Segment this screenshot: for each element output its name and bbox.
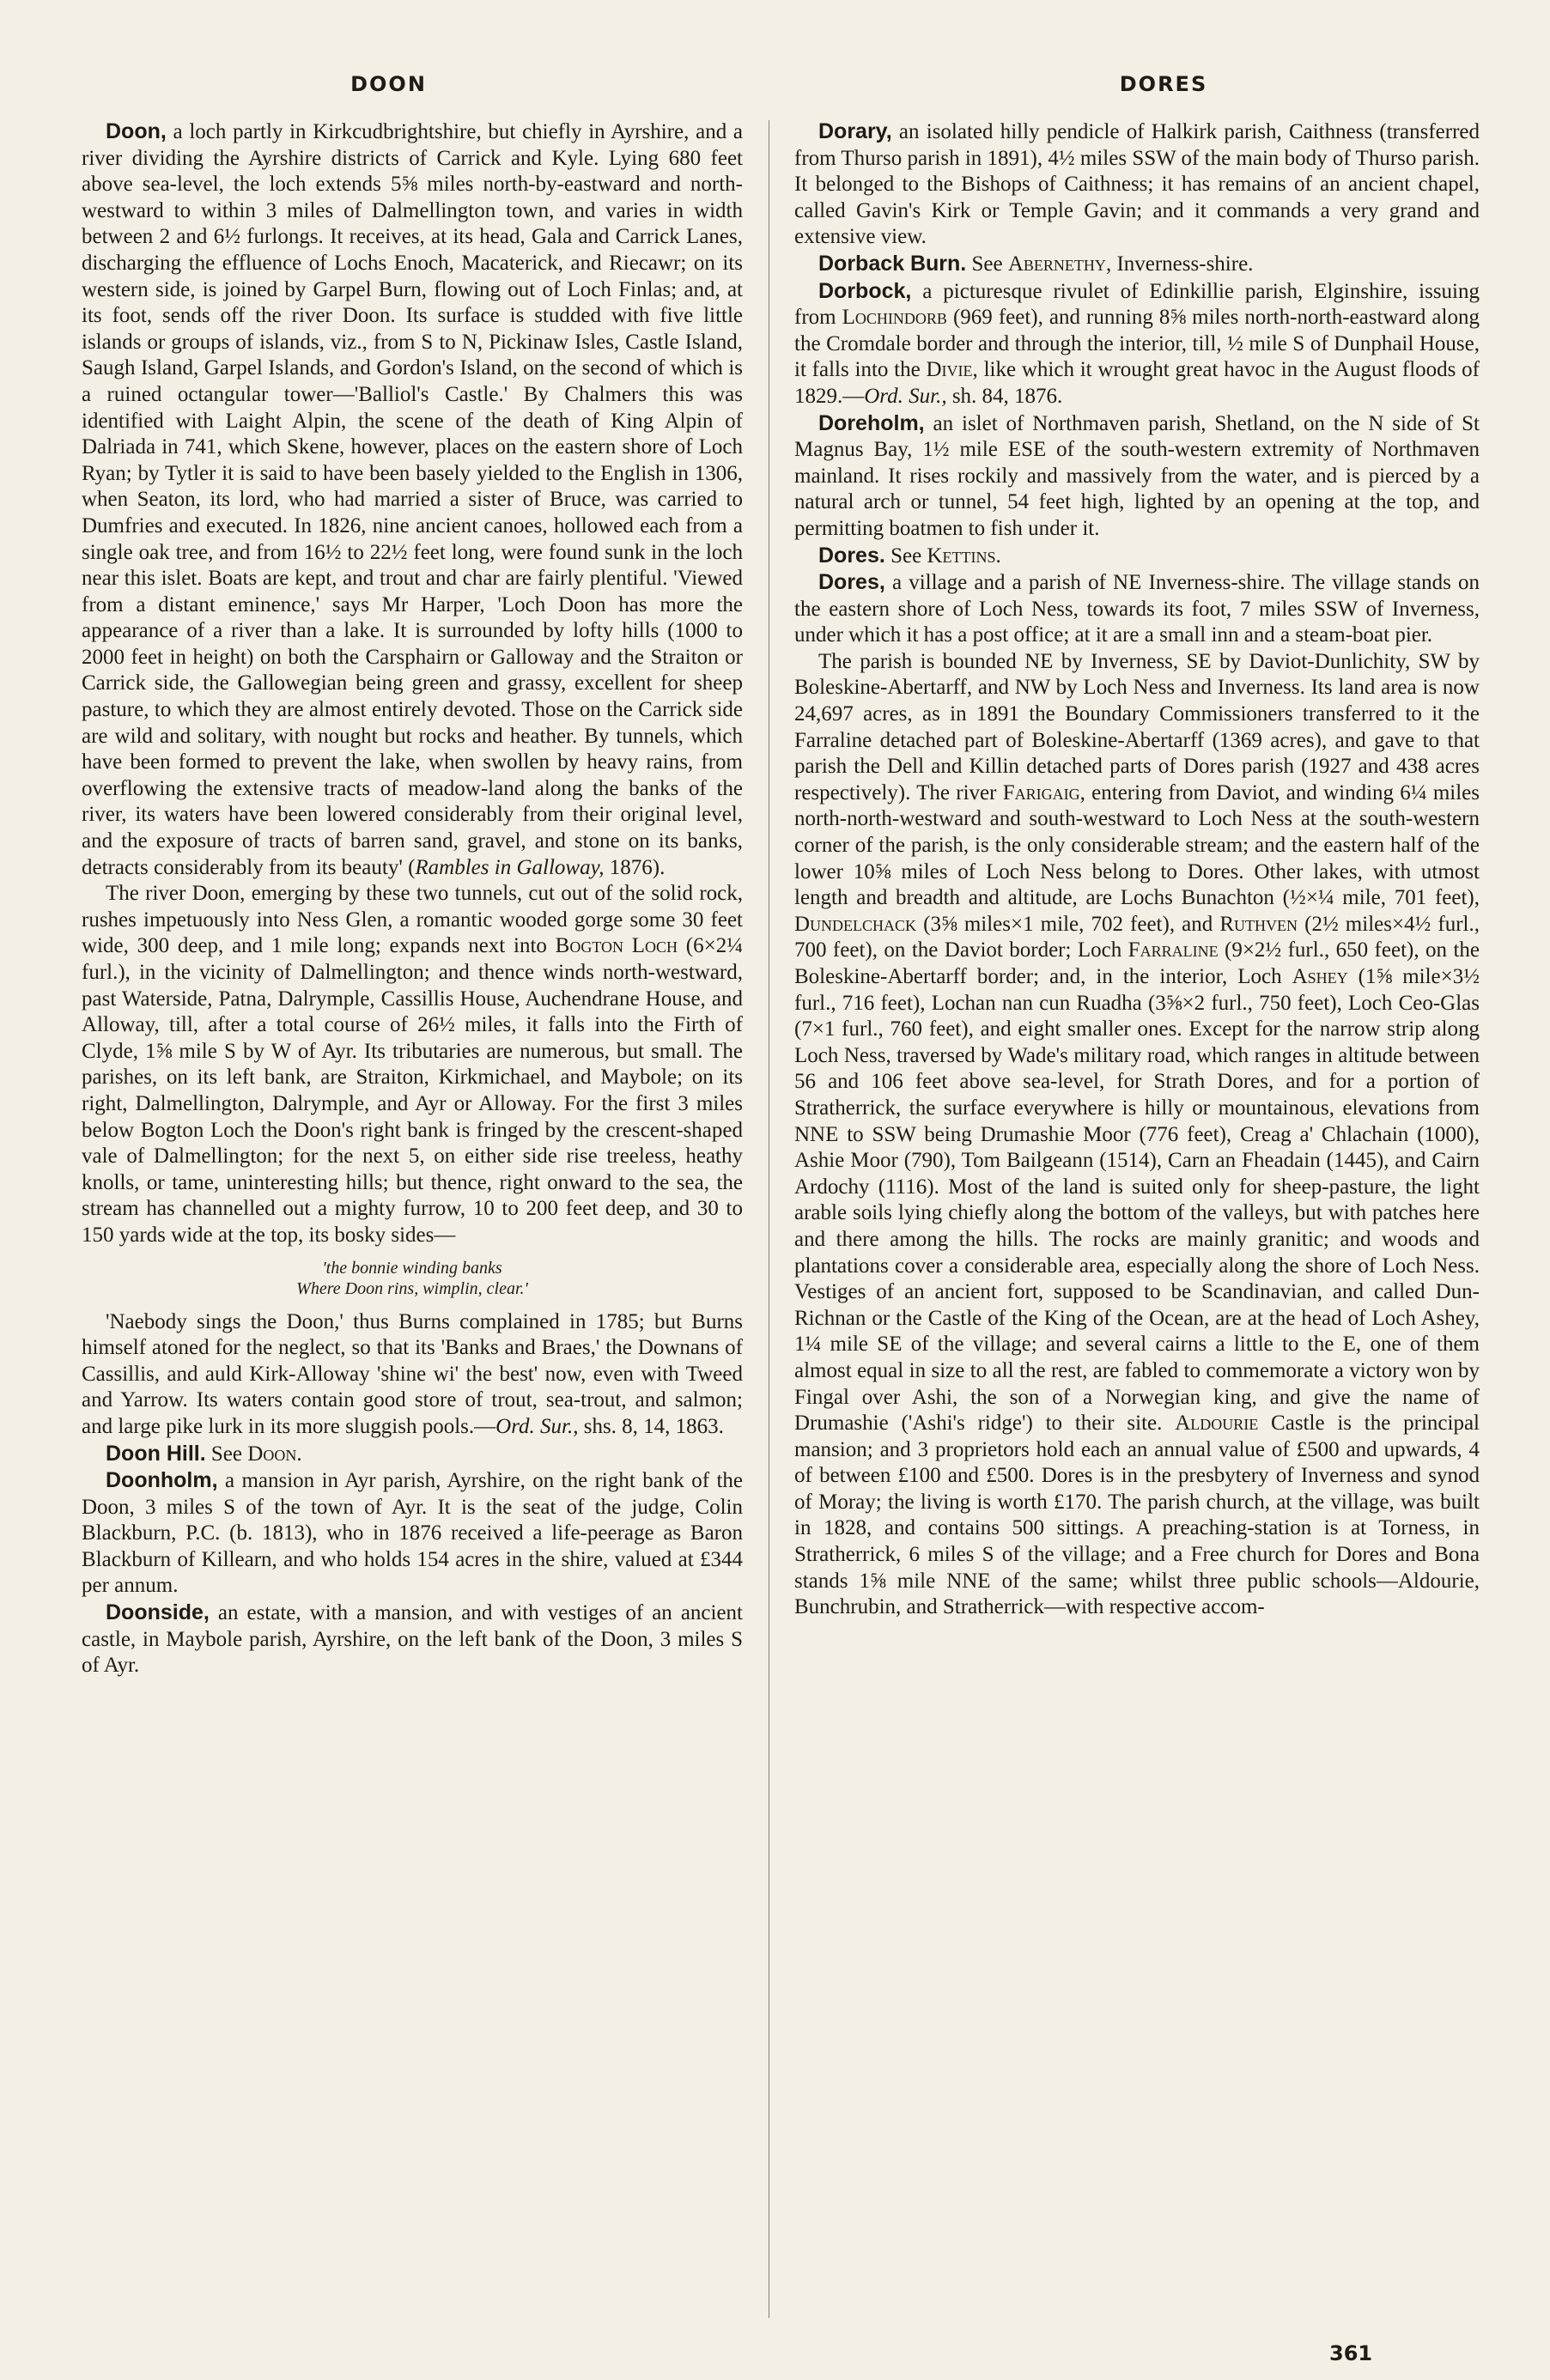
cross-reference: Ruthven	[1219, 912, 1298, 936]
headword: Dores,	[818, 570, 885, 595]
headword: Doon,	[106, 119, 167, 143]
entry-doonholm	[82, 1467, 743, 1600]
cross-reference: Lochindorb	[842, 306, 947, 330]
entry-doon-river	[82, 881, 743, 1248]
cross-reference: Abernethy	[1007, 252, 1106, 276]
entry-text: .	[995, 543, 1001, 568]
entry-text: See	[884, 543, 927, 568]
headword: Doonside,	[106, 1600, 210, 1625]
left-running-head: DOON	[350, 72, 427, 96]
right-column	[794, 118, 1480, 1621]
headword: Doreholm,	[818, 410, 925, 435]
page-number: 361	[1329, 2341, 1373, 2365]
entry-text: an islet of Northmaven parish, Shetland, on the N side of St Magnus Bay, 1½ mile ESE of the south-western extremity of Northmaven mainland. It rises rockily and massively from the water, and is pierced by a natural arch or tunnel, 54 feet high, lighted by an opening at the top, and permitting boatmen to fish under it.	[794, 411, 1480, 540]
entry-text: 'Naebody sings the Doon,' thus Burns complained in 1785; but Burns himself atoned for the neglect, so that its 'Banks and Braes,' the Downans of Cassillis, and auld Kirk-Alloway 'shine wi' the best' now, even with Tweed and Yarrow. Its waters contain good store of trout, sea-trout, and salmon; and large pike lurk in its more sluggish pools.—	[82, 1309, 743, 1438]
entry-text: , like which it wrought great havoc in the August floods of 1829.—	[794, 358, 1480, 408]
verse-line: Where Doon rins, wimplin, clear.'	[296, 1278, 528, 1298]
entry-text: 1876).	[604, 855, 666, 879]
cross-reference: Farigaig	[1002, 780, 1080, 804]
headword: Dores.	[818, 543, 885, 568]
entry-dorbock	[794, 278, 1480, 410]
entry-text: , entering from Daviot, and winding 6¼ miles north-north-westward and south-westward to Loch Ness at the south-western corner of the parish, is the only considerable stream; and the eastern half of the lower 10⅝ miles of Loch Ness belong to Dores. Other lakes, with utmost length and breadth and altitude, are Lochs Bunachton (½×¼ mile, 701 feet),	[794, 780, 1480, 910]
entry-text: an estate, with a mansion, and with vestiges of an ancient castle, in Maybole parish, Ayrshire, on the left bank of the Doon, 3 miles S of Ayr.	[82, 1601, 743, 1678]
entry-text: The river Doon, emerging by these two tunnels, cut out of the solid rock, rushes impetuously into Ness Glen, a romantic wooded gorge some 30 feet wide, 300 deep, and 1 mile long; expands next into	[82, 882, 743, 958]
headword: Dorback Burn.	[818, 251, 967, 276]
entry-doon-burns	[82, 1309, 743, 1441]
headword: Dorbock,	[818, 278, 912, 303]
cross-reference: Doon	[247, 1442, 297, 1466]
cross-reference: Farraline	[1128, 938, 1219, 962]
cross-reference: Dundelchack	[794, 912, 917, 936]
entry-text: See	[205, 1442, 248, 1466]
cross-reference: Kettins	[927, 543, 996, 568]
cross-reference: Bogton Loch	[555, 934, 678, 958]
entry-doonside	[82, 1600, 743, 1679]
entry-doon-loch	[82, 118, 743, 881]
right-running-head: DORES	[1119, 72, 1208, 96]
verse-quote	[82, 1258, 743, 1299]
entry-dorback-burn	[794, 251, 1480, 278]
entry-text: a village and a parish of NE Inverness-shire. The village stands on the eastern shore of Loch Ness, towards its foot, 7 miles SSW of Inverness, under which it has a post office; at it are a small inn and a steam-boat pier.	[794, 571, 1480, 647]
entry-text: an isolated hilly pendicle of Halkirk parish, Caithness (transferred from Thurso parish in 1891), 4½ miles SSW of the main body of Thurso parish. It belonged to the Bishops of Caithness; it has remains of an ancient chapel, called Gavin's Kirk or Temple Gavin; and it commands a very grand and extensive view.	[794, 120, 1480, 249]
entry-text: See	[966, 252, 1008, 276]
citation: Rambles in Galloway,	[415, 855, 605, 879]
entry-text: , Inverness-shire.	[1105, 252, 1254, 276]
citation: Ord. Sur.,	[495, 1414, 579, 1438]
entry-doreholm	[794, 410, 1480, 543]
verse-line: 'the bonnie winding banks	[322, 1258, 502, 1278]
entry-text: a loch partly in Kirkcudbrightshire, but chiefly in Ayrshire, and a river dividing the Ayrshire districts of Carrick and Kyle. Lying 680 feet above sea-level, the loch extends 5⅝ miles north-by-eastward and north-westward to within 3 miles of Dalmellington town, and varies in width between 2 and 6½ furlongs. It receives, at its head, Gala and Carrick Lanes, discharging the effluence of Lochs Enoch, Macaterick, and Riecawr; on its western side, is joined by Garpel Burn, flowing out of Loch Finlas; and, at its foot, sends off the river Doon. Its surface is studded with five little islands or groups of islands, viz., from S to N, Pickinaw Isles, Castle Island, Saugh Island, Garpel Islands, and Gordon's Island, on the second of which is a ruined octangular tower—'Balliol's Castle.' By Chalmers this was identified with Laight Alpin, the scene of the death of King Alpin of Dalriada in 741, which Skene, however, places on the eastern shore of Loch Ryan; by Tytler it is said to have been basely yielded to the English in 1306, when Seaton, its lord, who had married a sister of Bruce, was carried to Dumfries and executed. In 1826, nine ancient canoes, hollowed each from a single oak tree, and from 16½ to 22½ feet long, were found sunk in the loch near this islet. Boats are kept, and trout and char are fairly plentiful. 'Viewed from a distant eminence,' says Mr Harper, 'Loch Doon has more the appearance of a river than a lake. It is surrounded by lofty hills (1000 to 2000 feet in height) on both the Carsphairn or Galloway and the Straiton or Carrick side, the Gallowegian being green and grassy, excellent for sheep pasture, to which they are almost entirely devoted. Those on the Carrick side are wild and solitary, with nought but rocks and heather. By tunnels, which have been formed to prevent the lake, when swollen by heavy rains, from overflowing the extensive tracts of meadow-land along the banks of the river, its waters have been lowered considerably from their original level, and the exposure of tracts of barren sand, gravel, and stone on its banks, detracts considerably from its beauty' (	[82, 120, 743, 879]
entry-text: a picturesque rivulet of Edinkillie parish, Elginshire, issuing from	[794, 279, 1480, 330]
entry-text: (9×2½ furl., 650 feet), on the Boleskine-Abertarff border; and, in the interior, Loch	[794, 938, 1480, 988]
entry-dorary	[794, 118, 1480, 251]
entry-text: sh. 84, 1876.	[946, 384, 1063, 408]
citation: Ord. Sur.,	[864, 384, 947, 408]
headword: Dorary,	[818, 119, 892, 143]
entry-text: (1⅝ mile×3½ furl., 716 feet), Lochan nan cun Ruadha (3⅝×2 furl., 750 feet), Loch Ceo-Glas (7×1 furl., 760 feet), and eight smaller ones. Except for the narrow strip along Loch Ness, traversed by Wade's military road, which ranges in altitude between 56 and 106 feet above sea-level, for Strath Dores, and for a portion of Stratherrick, the surface everywhere is hilly or mountainous, elevations from NNE to SSW being Drumashie Moor (776 feet), Creag a' Chlachain (1000), Ashie Moor (790), Tom Bailgeann (1514), Carn an Fheadain (1445), and Cairn Ardochy (1116). Most of the land is suited only for sheep-pasture, the light arable soils lying chiefly along the bottom of the valleys, but with patches here and there among the hills. The rocks are mainly granitic; and woods and plantations cover a considerable area, especially along the shore of Loch Ness. Vestiges of an ancient fort, supposed to be Scandinavian, and called Dun-Richnan or the Castle of the King of the Ocean, are at the head of Loch Ashey, 1¼ mile SE of the village; and several cairns a little to the E, one of them almost equal in size to all the rest, are fabled to commemorate a victory won by Fingal over Ashi, the son of a Norwegian king, and give the name of Drumashie ('Ashi's ridge') to their site.	[794, 965, 1480, 1436]
entry-doon-hill	[82, 1441, 743, 1468]
entry-text: a mansion in Ayr parish, Ayrshire, on the right bank of the Doon, 3 miles S of the town of Ayr. It is the seat of the judge, Colin Blackburn, P.C. (b. 1813), who in 1876 received a life-peerage as Baron Blackburn of Killearn, and who holds 154 acres in the shire, valued at £344 per annum.	[82, 1469, 743, 1598]
headword: Doon Hill.	[106, 1441, 206, 1466]
cross-reference: Ashey	[1292, 965, 1348, 988]
entry-text: (6×2¼ furl.), in the vicinity of Dalmellington; and thence winds north-westward, past Waterside, Patna, Dalrymple, Cassillis House, Auchendrane House, and Alloway, till, after a total course of 26½ miles, it falls into the Firth of Clyde, 1⅝ mile S by W of Ayr. Its tributaries are numerous, but small. The parishes, on its left bank, are Straiton, Kirkmichael, and Maybole; on its right, Dalmellington, Dalrymple, and Ayr or Alloway. For the first 3 miles below Bogton Loch the Doon's right bank is fringed by the crescent-shaped vale of Dalmellington; for the next 5, on either side rise treeless, heathy knolls, or tame, uninteresting hills; but thence, right onward to the sea, the stream has channelled out a mighty furrow, 10 to 200 feet deep, and 30 to 150 yards wide at the top, its bosky sides—	[82, 934, 743, 1247]
entry-text: (2½ miles×4½ furl., 700 feet), on the Daviot border; Loch	[794, 912, 1480, 962]
entry-dores-see	[794, 543, 1480, 570]
entry-text: .	[296, 1442, 302, 1466]
entry-text: shs. 8, 14, 1863.	[578, 1414, 724, 1438]
entry-dores-parish	[794, 649, 1480, 1621]
entry-text: (3⅝ miles×1 mile, 702 feet), and	[916, 912, 1220, 936]
entry-text: The parish is bounded NE by Inverness, SE by Daviot-Dunlichity, SW by Boleskine-Abertarff, and NW by Loch Ness and Inverness. Its land area is now 24,697 acres, as in 1891 the Boundary Commissioners transferred to it the Farraline detached part of Boleskine-Abertarff (1369 acres), and gave to that parish the Dell and Killin detached parts of Dores parish (1927 and 438 acres respectively). The river	[794, 649, 1480, 804]
cross-reference: Divie	[926, 358, 973, 382]
entry-text: (969 feet), and running 8⅝ miles north-north-eastward along the Cromdale border and through the interior, till, ½ mile S of Dunphail House, it falls into the	[794, 306, 1480, 382]
entry-dores	[794, 569, 1480, 649]
left-column	[82, 118, 743, 1679]
entry-text: Castle is the principal mansion; and 3 proprietors hold each an annual value of £500 and upwards, 4 of between £100 and £500. Dores is in the presbytery of Inverness and synod of Moray; the living is worth £170. The parish church, at the village, was built in 1828, and contains 500 sittings. A preaching-station is at Torness, in Stratherrick, 6 miles S of the village; and a Free church for Dores and Bona stands 1⅝ mile NNE of the same; whilst three public schools—Aldourie, Bunchrubin, and Stratherrick—with respective accom-	[794, 1412, 1480, 1619]
headword: Doonholm,	[106, 1468, 218, 1493]
cross-reference: Aldourie	[1175, 1412, 1259, 1436]
